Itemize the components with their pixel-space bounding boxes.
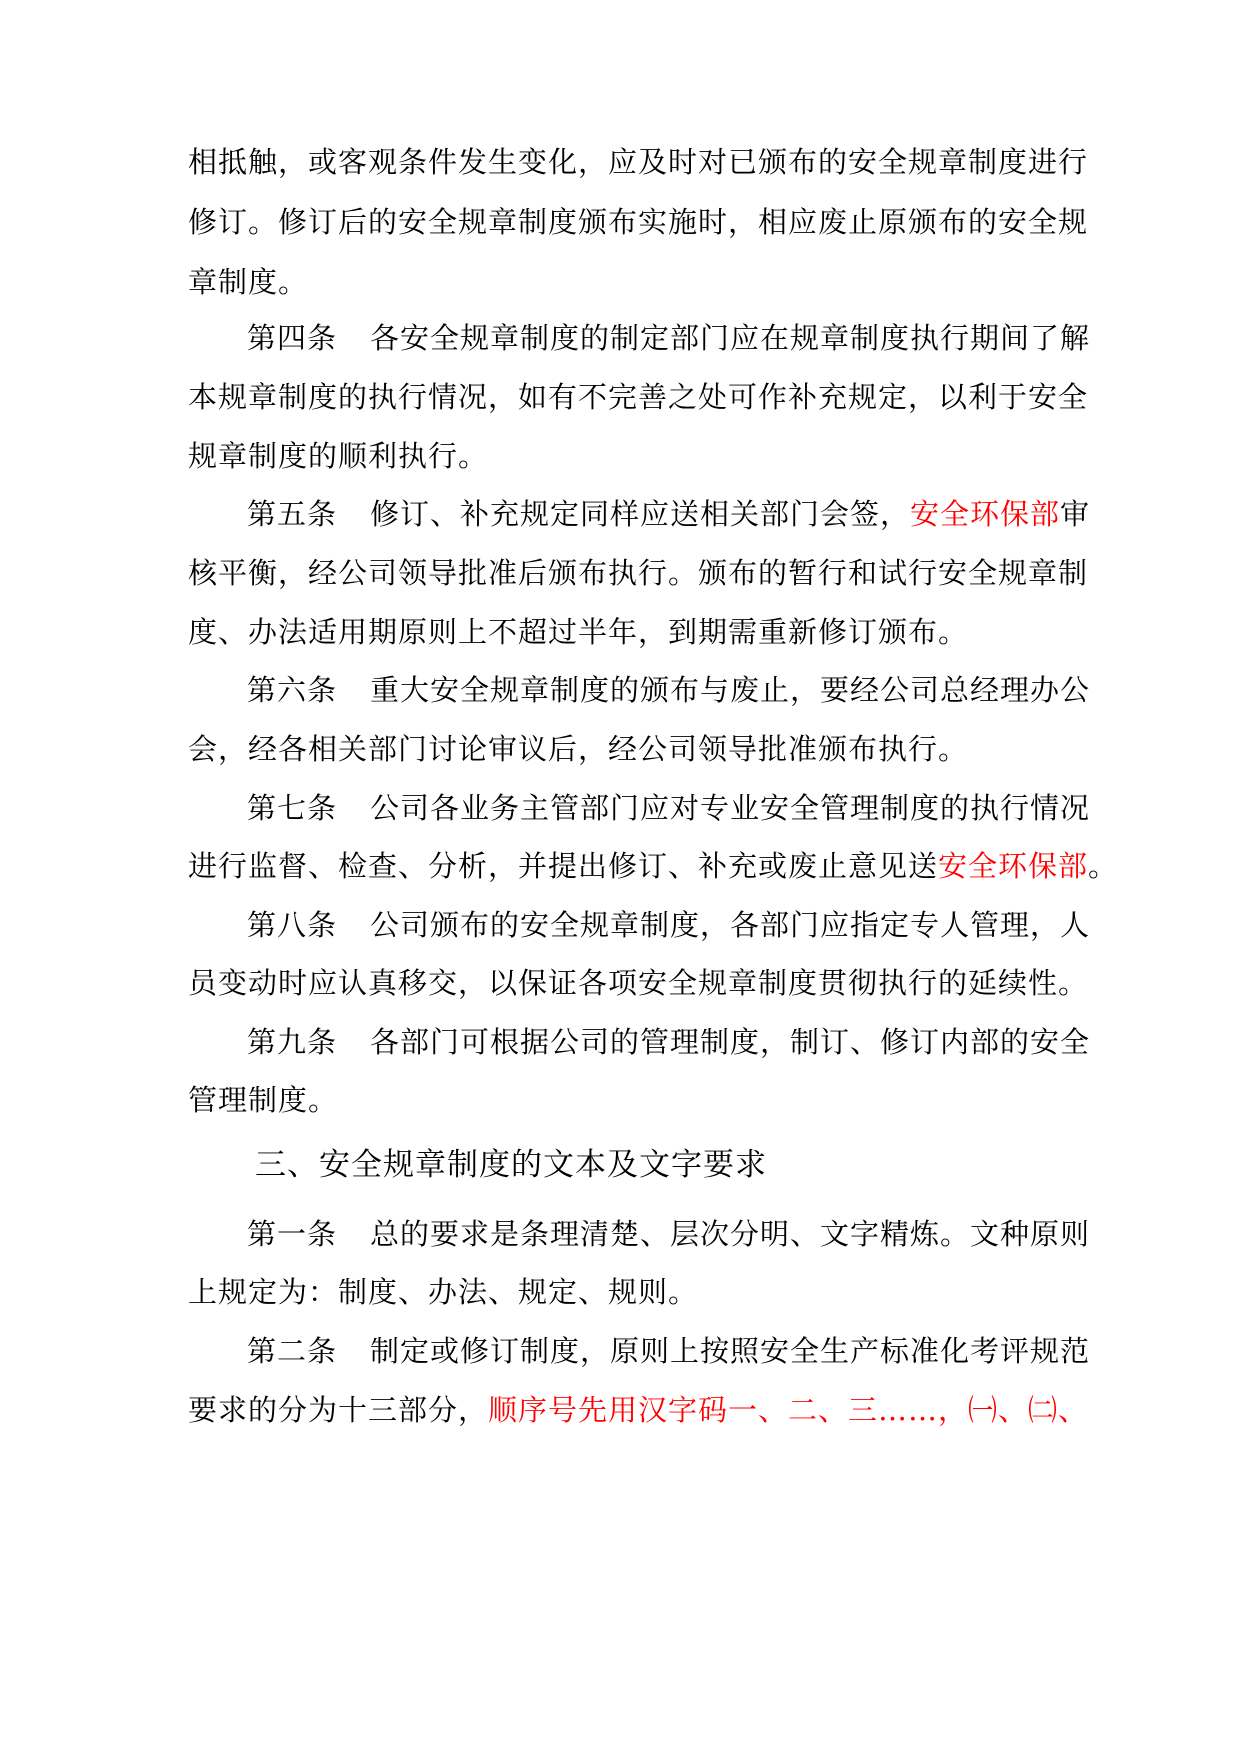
article-text: 修订、补充规定同样应送相关部门会签， — [370, 497, 911, 531]
highlight-text: 安全环保部 — [910, 497, 1061, 531]
paragraph-line: 本规章制度的执行情况，如有不完善之处可作补充规定，以利于安全 — [188, 380, 1089, 414]
article-text: 重大安全规章制度的颁布与废止，要经公司总经理办公 — [370, 673, 1091, 707]
paragraph-line: 上规定为：制度、办法、规定、规则。 — [188, 1275, 699, 1309]
article-label: 第六条 — [247, 673, 338, 707]
article-text: 公司各业务主管部门应对专业安全管理制度的执行情况 — [370, 791, 1091, 825]
article-label: 第五条 — [247, 497, 338, 531]
article-6-line — [247, 670, 1090, 710]
article-text: 各安全规章制度的制定部门应在规章制度执行期间了解 — [370, 321, 1091, 355]
section3-article-2-line — [247, 1331, 1090, 1371]
paragraph-line: 相抵触，或客观条件发生变化，应及时对已颁布的安全规章制度进行 — [188, 145, 1089, 179]
article-5-line — [247, 494, 1090, 534]
article-9-line — [247, 1022, 1090, 1062]
article-label: 第七条 — [247, 791, 338, 825]
article-text: 。 — [1088, 849, 1119, 883]
article-text: 公司颁布的安全规章制度，各部门应指定专人管理，人 — [370, 908, 1091, 942]
article-label: 第一条 — [247, 1217, 338, 1251]
paragraph-line: 会，经各相关部门讨论审议后，经公司领导批准颁布执行。 — [188, 732, 969, 766]
paragraph-line — [188, 846, 1118, 886]
article-text: 制定或修订制度，原则上按照安全生产标准化考评规范 — [370, 1334, 1091, 1368]
article-text: 各部门可根据公司的管理制度，制订、修订内部的安全 — [370, 1025, 1091, 1059]
section-heading: 三、安全规章制度的文本及文字要求 — [255, 1147, 767, 1183]
article-text: 审 — [1060, 497, 1091, 531]
article-text: 进行监督、检查、分析，并提出修订、补充或废止意见送 — [188, 849, 939, 883]
paragraph-line: 修订。修订后的安全规章制度颁布实施时，相应废止原颁布的安全规 — [188, 205, 1089, 239]
article-7-line — [247, 788, 1090, 828]
paragraph-line: 规章制度的顺利执行。 — [188, 439, 489, 473]
paragraph-line — [188, 1390, 1088, 1430]
article-4-line — [247, 318, 1090, 358]
highlight-text: 安全环保部 — [938, 849, 1089, 883]
article-label: 第九条 — [247, 1025, 338, 1059]
paragraph-line: 度、办法适用期原则上不超过半年，到期需重新修订颁布。 — [188, 615, 969, 649]
paragraph-line: 章制度。 — [188, 265, 309, 299]
article-label: 第八条 — [247, 908, 338, 942]
paragraph-line: 员变动时应认真移交，以保证各项安全规章制度贯彻执行的延续性。 — [188, 966, 1089, 1000]
article-label: 第四条 — [247, 321, 338, 355]
paragraph-line: 管理制度。 — [188, 1083, 339, 1117]
paragraph-line: 核平衡，经公司领导批准后颁布执行。颁布的暂行和试行安全规章制 — [188, 556, 1089, 590]
highlight-text: 顺序号先用汉字码一、二、三……，㈠、㈡、 — [488, 1393, 1089, 1427]
article-text: 总的要求是条理清楚、层次分明、文字精炼。文种原则 — [370, 1217, 1091, 1251]
section3-article-1-line — [247, 1214, 1090, 1254]
article-text: 要求的分为十三部分， — [188, 1393, 489, 1427]
article-8-line — [247, 905, 1090, 945]
article-label: 第二条 — [247, 1334, 338, 1368]
